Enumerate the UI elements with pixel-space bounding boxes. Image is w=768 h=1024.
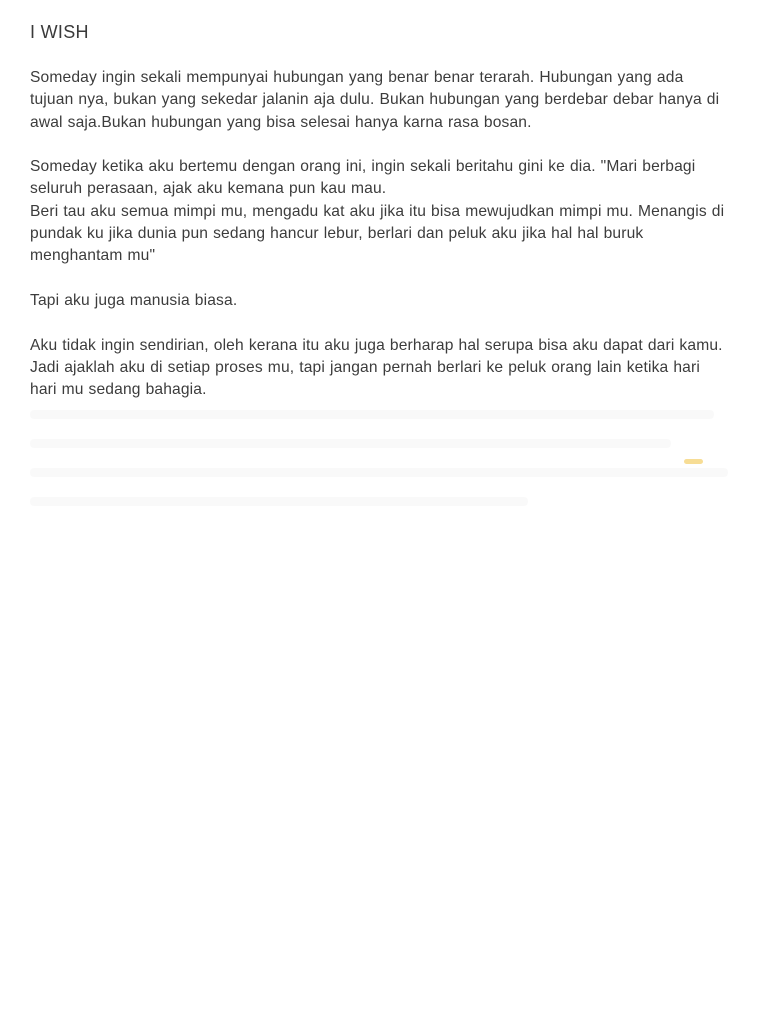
note-paragraph-2 [30,156,742,267]
faded-line [30,439,671,448]
note-content [30,20,742,424]
text-line: hari mu sedang bahagia. [30,381,207,399]
text-line: Jadi ajaklah aku di setiap proses mu, tapi jangan pernah berlari ke peluk orang lain ketika hari [30,358,700,376]
text-line: awal saja.Bukan hubungan yang bisa selesai hanya karna rasa bosan. [30,113,532,131]
text-line: Tapi aku juga manusia biasa. [30,291,238,309]
text-line: menghantam mu" [30,247,156,265]
faded-line [30,410,714,419]
note-title: I WISH [30,22,89,42]
note-paragraph-4 [30,335,742,402]
note-paragraph-1 [30,67,742,134]
text-line: Beri tau aku semua mimpi mu, mengadu kat aku jika itu bisa mewujudkan mimpi mu. Menangis di [30,202,725,220]
text-line: pundak ku jika dunia pun sedang hancur lebur, berlari dan peluk aku jika hal hal buruk [30,225,644,243]
note-paragraph-3 [30,290,742,312]
faded-background-texture [30,410,742,530]
text-line: Someday ketika aku bertemu dengan orang ini, ingin sekali beritahu gini ke dia. "Mari berbagi [30,158,696,176]
text-line: Someday ingin sekali mempunyai hubungan yang benar benar terarah. Hubungan yang ada [30,69,684,86]
highlight-mark [684,459,703,464]
faded-line [30,468,728,477]
text-line: Aku tidak ingin sendirian, oleh kerana itu aku juga berharap hal serupa bisa aku dapat dari kamu. [30,336,723,354]
faded-line [30,497,528,506]
text-line: tujuan nya, bukan yang sekedar jalanin aja dulu. Bukan hubungan yang berdebar debar hanya di [30,91,720,109]
text-line: seluruh perasaan, ajak aku kemana pun kau mau. [30,180,387,198]
